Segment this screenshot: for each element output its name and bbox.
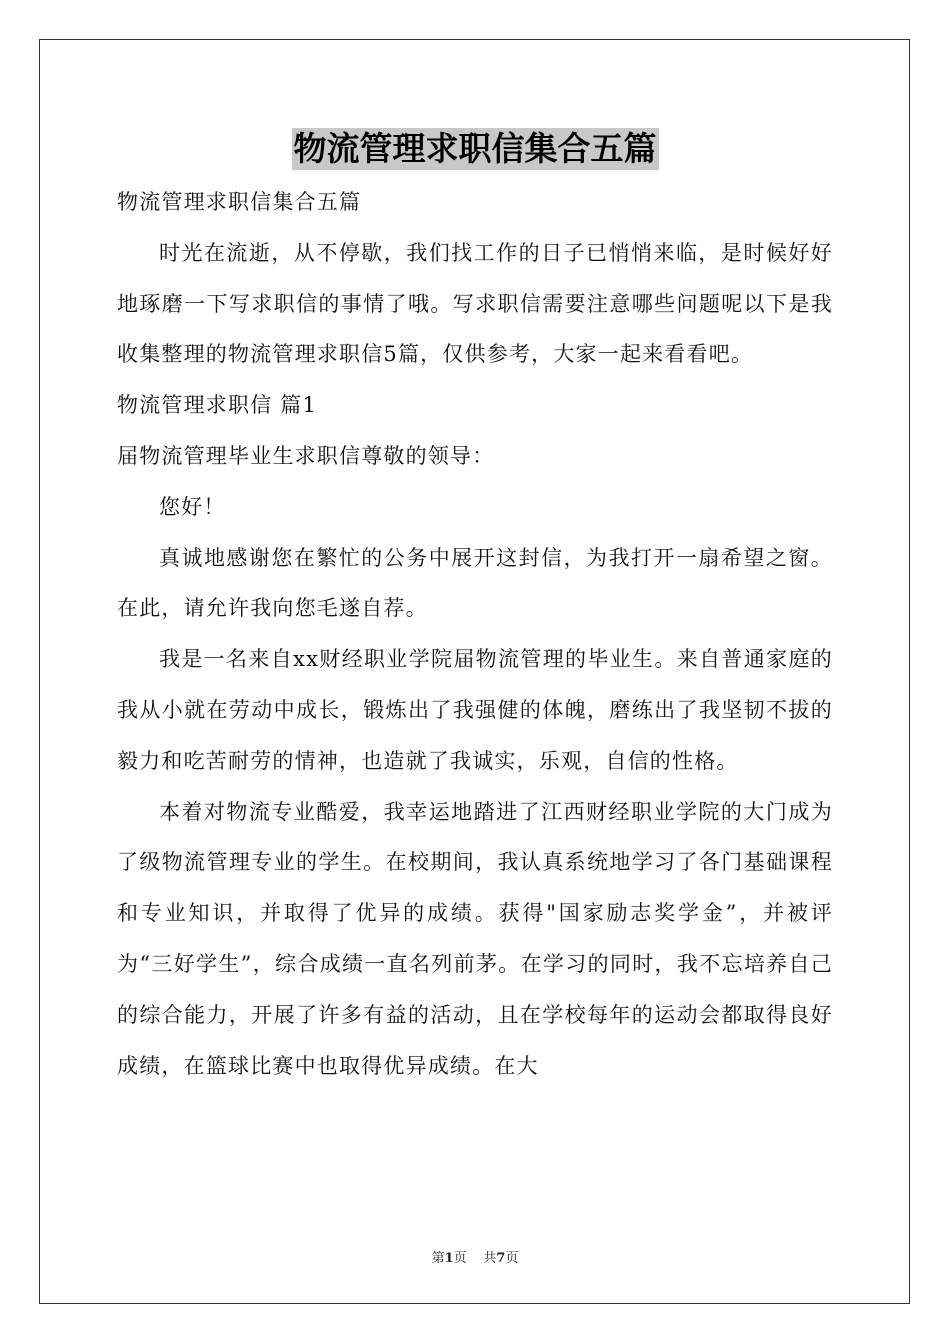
page-unit: 页 [453,1251,467,1266]
total-unit: 页 [505,1251,519,1266]
total-prefix: 共 [483,1251,497,1266]
page-total: 7 [496,1251,506,1266]
body-paragraph: 真诚地感谢您在繁忙的公务中展开这封信，为我打开一扇希望之窗。在此，请允许我向您毛遂自荐。 [117,545,833,621]
page-current: 1 [444,1251,454,1266]
intro-paragraph: 时光在流逝，从不停歇，我们找工作的日子已悄悄来临，是时候好好地琢磨一下写求职信的事情了哦。写求职信需要注意哪些问题呢以下是我收集整理的物流管理求职信5篇，仅供参考，大家一起来看看吧。 [117,240,833,367]
greeting-line: 您好！ [159,494,226,519]
subtitle-line: 物流管理求职信集合五篇 [117,190,362,214]
document-title-wrap [0,128,950,170]
salutation-line: 届物流管理毕业生求职信尊敬的领导： [117,443,495,468]
page-prefix: 第 [431,1251,445,1266]
document-title: 物流管理求职信集合五篇 [293,129,657,168]
body-paragraph: 我是一名来自xx财经职业学院届物流管理的毕业生。来自普通家庭的我从小就在劳动中成长，锻炼出了我强健的体魄，磨练出了我坚韧不拔的毅力和吃苦耐劳的情神，也造就了我诚实，乐观，自信的性格。 [117,647,833,773]
body-paragraph: 本着对物流专业酷爱，我幸运地踏进了江西财经职业学院的大门成为了级物流管理专业的学生。在校期间，我认真系统地学习了各门基础课程和专业知识，并取得了优异的成绩。获得"国家励志奖学金”，并被评为“三好学生”，综合成绩一直名列前茅。在学习的同时，我不忘培养自己的综合能力，开展了许多有益的活动，且在学校每年的运动会都取得良好成绩，在篮球比赛中也取得优异成绩。在大 [117,799,833,1078]
document-body [117,177,833,1091]
section-heading: 物流管理求职信 篇1 [117,393,318,418]
page-footer [0,1247,950,1266]
